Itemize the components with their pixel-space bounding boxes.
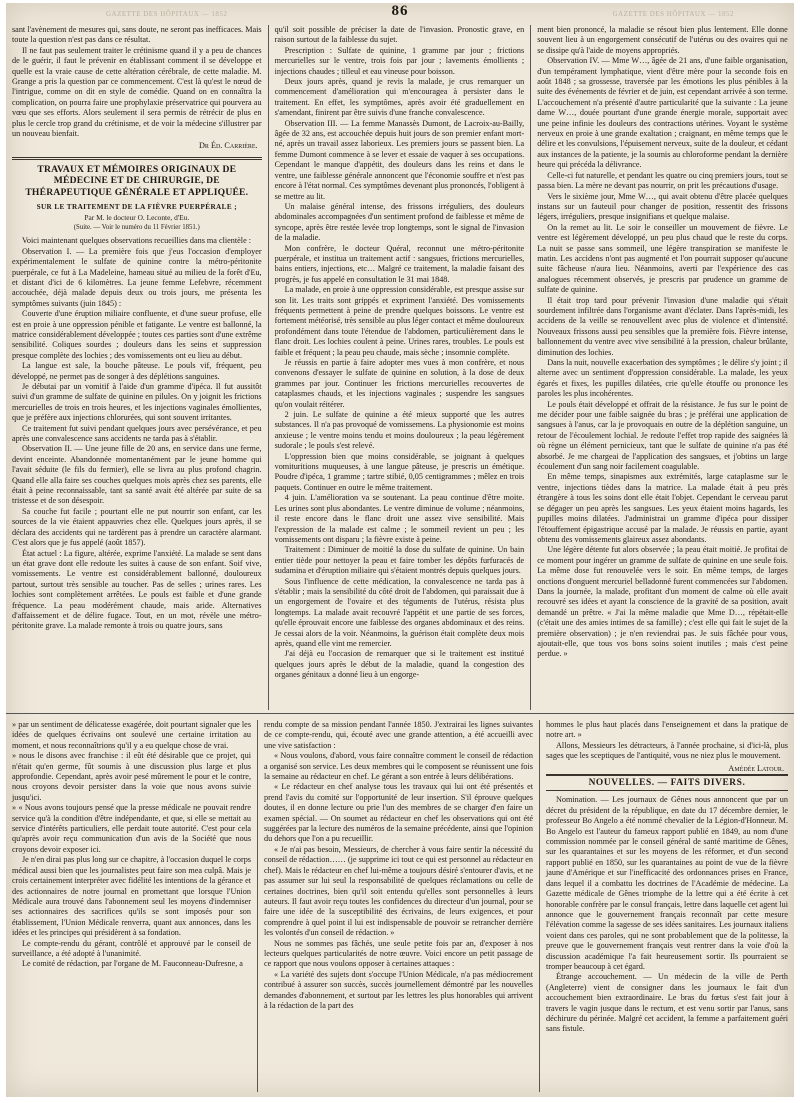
bleed-through-header-left: GAZETTE DES HÔPITAUX — 1852 — [106, 10, 228, 18]
article-title: SUR LE TRAITEMENT DE LA FIÈVRE PUERPÉRALE ; — [36, 203, 238, 212]
paragraph: Le comité de rédaction, par l'organe de M. Fauconneau-Dufresne, a — [22, 959, 243, 969]
article-continuation-note: (Suite. — Voir le numéro du 11 Février 1851.) — [73, 223, 200, 231]
paragraph: 4 juin. L'amélioration va se soutenant. La peau continue d'être moite. Les urines sont plus abondantes. Le ventre diminue de volume ; néanmoins, il reste encore dans le flanc droit une assez vive sensibilité. Mais l'expression de la malade est calme ; le sommeil revient un peu ; les vomissements ont disparu ; la fièvre existe à peine. — [274, 493, 525, 544]
paragraph: Sa couche fut facile ; pourtant elle ne put nourrir son enfant, car les sources de la vie étaient appauvries chez elle. Quelques jours après, il se déclara des accidents qui ne tardèrent pas à prendre un caractère alarmant. C'est alors que je fus appelé (août 1857). — [12, 506, 262, 548]
paragraph: « Le rédacteur en chef analyse tous les travaux qui lui ont été présentés et prend l'avis du comité sur l'opportunité de leur insertion. S'il éprouve quelques doutes, il en donne lecture ou prie l'un des membres de se charger d'en faire un examen spécial. — On soumet au rédacteur en chef les observations qui ont été suggérées par la lecture des numéros de la semaine précédente, ainsi que l'opinion du dehors que l'on a pu recueillir. — [264, 782, 533, 844]
paragraph: 2 juin. Le sulfate de quinine a été mieux supporté que les autres substances. Il n'a pas provoqué de vomissemens. La physionomie est moins anxieuse ; le ventre moins tendu et moins douloureux ; la peau légèrement sudorale ; le pouls s'est relevé. — [274, 410, 525, 451]
paragraph: Celle-ci fut naturelle, et pendant les quatre ou cinq premiers jours, tout se passa bien. La mère ne devant pas nourrir, on prit les précautions d'usage. — [537, 170, 788, 191]
paragraph: On la remet au lit. Le soir le conseiller un mouvement de fièvre. Le ventre est légèrement développé, un peu plus chaud que le reste du corps. La nuit se passe sans sommeil, une légère transpiration se manifeste le matin. Les accidens n'ont pas augmenté et l'on pourrait supposer qu'aucune suite fâcheuse n'aura lieu. Néanmoins, averti par l'expérience des cas analogues récemment observés, je prescris par prudence un gramme de sulfate de quinine. — [537, 222, 788, 295]
quoted-report — [12, 720, 251, 855]
paragraph: Dans la nuit, nouvelle exacerbation des symptômes ; le délire s'y joint ; il alterne avec un sentiment d'oppression considérable. La malade, les yeux égarés et fixes, les pupilles dilatées, crie qu'elle étouffe ou prononce les paroles les plus incohérentes. — [537, 358, 788, 399]
news-section-heading: NOUVELLES. — FAITS DIVERS. — [546, 774, 788, 791]
paragraph: Vers le sixième jour, Mme W…, qui avait obtenu d'être placée quelques instans sur un fauteuil pour changer de position, ressentit des frissons légers, irréguliers, presque insignifians et quelque malaise. — [537, 191, 788, 222]
paragraph: J'ai déjà eu l'occasion de remarquer que si le traitement est institué quelques jours après le début de la maladie, quand la congestion des organes génitaux a donné lieu à un engorge- — [274, 649, 525, 680]
paragraph: Couverte d'une éruption miliaire confluente, et d'une sueur profuse, elle est en proie à une oppression pénible et fatigante. Le ventre est ballonné, la matrice considérablement développée ; toutes ces parties sont d'une extrême sensibilité. Coliques sourdes ; douleurs dans les seins et suppression presque complète des lochies ; des vomissements ont eu lieu au début. — [12, 309, 262, 360]
top-section — [6, 25, 794, 710]
section-heading: TRAVAUX ET MÉMOIRES ORIGINAUX DE MÉDECINE ET DE CHIRURGIE, DE THÉRAPEUTIQUE GÉNÉRALE ET APPLIQUÉE. — [25, 163, 249, 198]
paragraph: qu'il soit possible de préciser la date de l'invasion. Pronostic grave, en raison surtout de la faiblesse du sujet. — [274, 25, 525, 45]
paragraph: Observation III. — La femme Manassès Dumont, de Lacroix-au-Bailly, âgée de 32 ans, est accouchée depuis huit jours de son premier enfant mort-né, après un travail assez laborieux. Les premiers jours se passent bien. La femme Dumont commence à se lever et essaie de vaquer à ses occupations. Cependant le manque d'appétit, des douleurs dans les reins et dans le ventre, une faiblesse générale annoncent que l'économie souffre et n'est pas encore à l'état normal. Ces symptômes devenant plus prononcés, l'obligent à se mettre au lit. — [274, 118, 525, 201]
column-2 — [269, 25, 532, 710]
section-divider — [6, 713, 794, 714]
author-signature: Amédée Latour. — [728, 763, 784, 773]
paragraph: Observation IV. — Mme W…, âgée de 21 ans, d'une faible organisation, d'un tempérament lymphatique, vient d'être mère pour la seconde fois en août 1848 ; sa grossesse, traversée par les émotions les plus pénibles à la suite des événements de février et de juin, est cependant arrivée à son terme. L'accouchement n'a présenté d'autre particularité que la suivante : La jeune dame W…, douée pourtant d'une grande énergie morale, supportait avec une peine infinie les douleurs des contractions utérines. Voyant le système nerveux en proie à une grande exaltation ; craignant, en même temps que le délire et les convulsions, l'épuisement nerveux, suite de la douleur, et cédant aux instances de la patiente, je la soumis au chloroforme pendant la dernière heure qui précéda la délivrance. — [537, 56, 788, 170]
column-bottom-1 — [6, 720, 258, 1092]
column-bottom-2 — [258, 720, 540, 1092]
paragraph: » par un sentiment de délicatesse exagérée, doit pourtant signaler que les idées de quelques écrivains ont soulevé une certaine irritation au moment, et nous reconnaîtrions qu'il y a eu quelque chose de vrai. — [12, 720, 251, 751]
paragraph: Allons, Messieurs les détracteurs, à l'année prochaine, si d'ici-là, plus sages que les sceptiques de l'antiquité, vous ne niez plus le mouvement. — [546, 740, 788, 761]
paragraph: Le compte-rendu du gérant, contrôlé et approuvé par le conseil de surveillance, a été adopté à l'unanimité. — [12, 938, 251, 958]
paragraph: Observation II. — Une jeune fille de 20 ans, en service dans une ferme, devint enceinte. Abandonnée momentanément par le jeune homme qui l'avait séduite (le fils du fermier), elle se livra au plus profond chagrin. Quand elle alla faire ses couches quelques mois après chez ses parents, elle était à peine reconnaissable, tant sa santé avait été altérée par suite de sa tristesse et de son désespoir. — [12, 444, 262, 506]
paragraph: Sous l'influence de cette médication, la convalescence ne tarda pas à s'établir ; mais la sensibilité du côté droit de l'abdomen, qui paraissait due à un engorgement de l'ovaire et des téguments de l'utérus, résista plus longtemps. La malade avait recouvré l'appétit et une partie de ses forces, qu'elle éprouvait encore une faiblesse des organes abdominaux et des reins. Je cessai alors de la voir. Néanmoins, la guérison était complète deux mois après, quand elle vint me remercier. — [274, 576, 525, 648]
bleed-through-header-right: GAZETTE DES HÔPITAUX — 1852 — [612, 10, 734, 18]
paragraph: Ce traitement fut suivi pendant quelques jours avec persévérance, et peu après une convalescence sans accidents ne tarda pas à s'établir. — [12, 423, 262, 444]
paragraph: « Je n'ai pas besoin, Messieurs, de chercher à vous faire sentir la nécessité du conseil de rédaction…… (je supprime ici tout ce qui est personnel au rédacteur en chef). Mais le rédacteur en chef lui-même a toujours désiré s'entourer d'avis, et ne pas assumer sur lui seul la responsabilité de quelques réclamations ou celle de certaines doctrines, bien qu'il soit entendu qu'elles sont personnelles à leurs auteurs. Il faut avoir reçu toutes les confidences du directeur d'un journal, pour se faire une idée de la susceptibilité des écrivains, de leurs exigences, et pour comprendre à quel point il lui est indispensable de pouvoir se retrancher derrière les volontés d'un conseil de rédaction. » — [264, 844, 533, 938]
paragraph: La malade, en proie à une oppression considérable, est presque assise sur son lit. Les traits sont grippés et expriment l'anxiété. Des vomissements fréquents permettent à peine de prendre quelques boissons. Le ventre est fortement météorisé, très sensible au plus léger contact et même douloureux profondément dans toute l'étendue de l'abdomen, particulièrement dans le flanc droit. Les lochies coulent à peine. Urines rares, troubles. Le pouls est faible et fréquent ; la peau peu chaude, mais sèche ; insomnie complète. — [274, 285, 525, 357]
column-1 — [6, 25, 269, 710]
paragraph: ment bien prononcé, la maladie se résout bien plus lentement. Elle donne souvent lieu à un engorgement consécutif de l'utérus ou des ovaires qui ne se dissipe qu'à l'aide de moyens appropriés. — [537, 25, 788, 55]
paragraph: Je débutai par un vomitif à l'aide d'un gramme d'ipéca. Il fut aussitôt suivi d'un gramme de sulfate de quinine en pilules. On y joignit les frictions mercurielles de trois en trois heures, et les injections vaginales émollientes, que je préfère aux injections chlorurées, qui sont souvent irritantes. — [12, 382, 262, 423]
paragraph: État actuel : La figure, altérée, exprime l'anxiété. La malade se sent dans un état grave dont elle redoute les suites à cause de son enfant. Soif vive, vomissements. Le ventre est considérablement ballonné, douloureux partout, surtout très sensible au toucher. Pas de selles ; urines rares. Les lochies sont complètement arrêtées. Le pouls est faible et d'une grande fréquence. La peau modérément chaude, mais aride. Alternatives d'affaissement et de délire fugace. Tout, en un mot, révèle une métro-péritonite grave. La malade remonte à trois ou quatre jours, sans — [12, 548, 262, 631]
page-header — [6, 3, 794, 25]
paragraph: Il était trop tard pour prévenir l'invasion d'une maladie qui s'était sourdement infiltrée dans l'organisme avant d'éclater. Dans l'après-midi, les accidens de la veille se renouvellent avec plus de violence et d'intensité. Nouveaux frissons aussi peu sensibles que la première fois. Fièvre intense, ballonnement du ventre avec vive sensibilité à la pression, chaleur brûlante, diminution des lochies. — [537, 295, 788, 357]
news-item: Nomination. — Les journaux de Gênes nous annoncent que par un décret du président de la république, en date du 17 décembre dernier, le professeur Bo Angelo a été nommé chevalier de la Légion-d'Honneur. M. Bo Angelo est l'auteur du fameux rapport publié en 1849, au nom d'une commission nommée par le conseil général de santé maritime de Gênes, sur les quarantaines et sur les moyens de les réformer, et d'un second rapport publié en 1850, sur les quarantaines au point de vue de la fièvre jaune d'Amérique et sur l'inefficacité des ordonnances prises en France, dans lequel il a combattu les doctrines de l'Académie de médecine. La Gazette médicale de Gênes triomphe de la lettre qui a été écrite à cet honorable confrère par le consul français, lettre dans laquelle cet agent lui annonce que le gouvernement français reconnaît par cette mesure l'élévation comme la sagesse de ses idées sanitaires. Les journaux italiens voient dans ces paroles, qui ne sont probablement que de la politesse, la preuve que le gouvernement français veut rentrer dans la voie d'où la discussion académique l'a fait heureusement sortir. Ils pourraient se tromper beaucoup à cet égard. — [546, 795, 788, 971]
paragraph: « La variété des sujets dont s'occupe l'Union Médicale, n'a pas médiocrement contribué à assurer son succès, succès journellement démontré par les nouvelles demandes d'abonnement, et surtout par les lettres les plus honorables qui arrivent à la rédaction de la part des — [264, 969, 533, 1010]
paragraph: En même temps, sinapismes aux extrémités, large cataplasme sur le ventre, injections tièdes dans la matrice. La malade était à peu près étrangère à tous les soins dont elle était l'objet. Cependant le cerveau parut se dégager un peu après les sangsues. Les yeux étaient moins hagards, les pupilles moins dilatées. J'administrai un gramme d'ipéca pour dissiper l'étouffement épigastrique accusé par la malade. Je réussis en partie, ayant obtenu des vomissements glaireux assez abondants. — [537, 472, 788, 544]
paragraph: Prescription : Sulfate de quinine, 1 gramme par jour ; frictions mercurielles sur le ventre, trois fois par jour ; lavements émollients ; injections chaudes ; tilleul et eau vineuse pour boisson. — [274, 45, 525, 76]
paragraph: Un malaise général intense, des frissons irréguliers, des douleurs abdominales accompagnées d'un sentiment profond de faiblesse et même de syncope, après être restée levée trop longtemps, sont le signal de l'invasion de la maladie. — [274, 201, 525, 243]
article-author: Par M. le docteur O. Leconte, d'Eu. — [84, 212, 190, 222]
paragraph: Le pouls était développé et offrait de la résistance. Je fus sur le point de me décider pour une faible saignée du bras ; je préférai une application de sangsues à l'anus, car la je provoquais en outre de la déplétion sanguine, un retour de l'écoulement lochial. Je redoute l'effet trop rapide des saignées là où règne un élément pernicieux, tant que le sulfate de quinine n'a pas été absorbé. Je me chargeai de l'application des sangsues, et j'obtins un large écoulement d'un sang noir facilement coagulable. — [537, 399, 788, 472]
paragraph: sant l'avènement de mesures qui, sans doute, ne seront pas inefficaces. Mais toute la question n'est pas dans ce résultat. — [12, 25, 262, 45]
paragraph: Deux jours après, quand je revis la malade, je crus remarquer un commencement d'amélioration qui m'encouragea à persister dans le traitement. En effet, les symptômes, après avoir été graduellement en s'amendant, finirent par être suivis d'une franche convalescence. — [274, 77, 525, 118]
newspaper-page — [6, 3, 794, 1097]
paragraph: Mon confrère, le docteur Quéral, reconnut une métro-péritonite puerpérale, et institua un traitement actif : sangsues, frictions mercurielles, bains entiers, injections, etc… Malgré ce traitement, la maladie faisant des progrès, je fus appelé en consultation le 31 mai 1848. — [274, 243, 525, 284]
paragraph: La langue est sale, la bouche pâteuse. Le pouls vif, fréquent, peu développé, ne permet pas de songer à des déplétions sanguines. — [12, 361, 262, 381]
paragraph: » « Nous avons toujours pensé que la presse médicale ne pouvait rendre service qu'à la condition d'être indépendante, et que, si elle se mettait au service d'intérêts particuliers, elle perdait toute autorité. C'est pour cela qu'après avoir reçu communication d'un avis de la Société que nous croyons devoir exposer ici. — [12, 803, 251, 855]
column-3 — [531, 25, 794, 710]
paragraph: Une légère détente fut alors observée ; la peau était moitié. Je profitai de ce moment pour ingérer un gramme de sulfate de quinine en une seule fois. La même dose fut renouvelée vers le soir. En même temps, de larges onctions d'onguent mercuriel belladonné furent commencées sur l'abdomen. Dans la journée, la malade, profitant d'un moment de calme où elle avait recouvré ses idées et ayant la conscience de la gravité de sa position, avait demandé un prêtre. « J'ai la même maladie que Mme D…, répétait-elle (c'était une des amies intimes de sa famille) ; c'est elle qui fait le sujet de la première observation) ; je n'en reviendrai pas. Je suis fâchée pour vous, ajoutait-elle, que tous vos bons soins soient inutiles ; mais c'est peine perdue. » — [537, 545, 788, 659]
paragraph: Observation I. — La première fois que j'eus l'occasion d'employer expérimentalement le sulfate de quinine contre la métro-péritonite puerpérale, ce fut à La Madeleine, hameau situé au milieu de la forêt d'Eu, et distant d'ici de 6 kilomètres. La jeune femme Lefebvre, récemment accouchée, déjà malade depuis deux ou trois jours, me présenta les symptômes suivants (juin 1845) : — [12, 246, 262, 308]
paragraph: Nous ne sommes pas fâchés, une seule petite fois par an, d'exposer à nos lecteurs quelques particularités de notre œuvre. Voici encore un petit passage de ce rapport que nous voulons opposer à certaines attaques : — [264, 938, 533, 969]
divider — [12, 157, 262, 160]
page-number: 86 — [391, 3, 409, 19]
author-signature: Dr Éd. Carrière. — [199, 141, 258, 151]
paragraph: » nous le disons avec franchise : il eût été désirable que ce projet, qui n'était qu'en germe, fût soumis à une discussion plus large et plus approfondie. Cependant, après avoir pesé mûrement le pour et le contre, nous croyons devoir persister dans la voie que nous avons suivie jusqu'ici. — [12, 751, 251, 803]
paragraph: Traitement : Diminuer de moitié la dose du sulfate de quinine. Un bain entier tiède pour nettoyer la peau et faire tomber les dépôts furfuracés de sudamina et d'éruption miliaire qui s'étaient montrés depuis quelques jours. — [274, 545, 525, 576]
bottom-section — [6, 720, 794, 1092]
paragraph: Voici maintenant quelques observations recueillies dans ma clientèle : — [22, 236, 252, 246]
column-bottom-3 — [540, 720, 794, 1092]
paragraph: L'oppression bien que moins considérable, se joignant à quelques vomituritions muqueuses, à une langue pâteuse, je prescris un émétique. Poudre d'ipéca, 1 gramme ; tartre stibié, 0,05 centigrammes ; mêlez en trois paquets. Continuer en outre le même traitement. — [274, 451, 525, 492]
paragraph: rendu compte de sa mission pendant l'année 1850. J'extrairai les lignes suivantes de ce compte-rendu, qui, écouté avec une grande attention, a été accueilli avec une vive satisfaction : — [264, 720, 533, 750]
paragraph: hommes le plus haut placés dans l'enseignement et dans la pratique de notre art. » — [546, 720, 788, 740]
paragraph: « Nous voulons, d'abord, vous faire connaître comment le conseil de rédaction a organisé son service. Les deux membres qui le composent se réunissent une fois la semaine au rédacteur en chef. Le gérant a son entrée à leurs délibérations. — [264, 751, 533, 782]
paragraph: Je n'en dirai pas plus long sur ce chapitre, à l'occasion duquel le corps médical aussi bien que les journalistes peut faire son mea culpâ. Mais je crois certainement interpréter avec fidélité les intentions de la gérance et des actionnaires de notre journal en promettant que lorsque l'Union Médicale aura trouvé dans l'abonnement seul les moyens d'indemniser ses actionnaires des sacrifices qu'ils se sont imposés pour son établissement, l'Union Médicale renverra, quant aux annonces, dans les idées et les principes qui présidèrent à sa fondation. — [12, 855, 251, 938]
paragraph: Il ne faut pas seulement traiter le crétinisme quand il y a peu de chances de le guérir, il faut le prévenir en établissant comment il se développe et quelle est la vraie cause de cette altération cérébrale, de cette maladie. M. Grange a pris la question par ce commencement. C'est là qu'est le nœud de l'intrigue, comme on dit en style de comédie. Quand on en connaîtra la complication, on pourra faire une prophylaxie préservatrice qui pourvera au vœu que ses efforts. Alors seulement il sera permis de rétrécir de plus en plus le cercle trop grand du crétinisme, et de voir la médecine s'illustrer par un nouveau bienfait. — [12, 45, 262, 139]
news-item: Étrange accouchement. — Un médecin de la ville de Perth (Angleterre) vient de consigner dans les journaux le fait d'un accouchement bien extraordinaire. Le bras du fœtus s'est fait jour à travers le vagin jusque dans le rectum, et est venu sortir par l'anus, sans déchirure du périnée. Malgré cet accident, la femme a parfaitement guéri sans fistule. — [546, 972, 788, 1034]
paragraph: Je réussis en partie à faire adopter mes vues à mon confrère, et nous convenons d'essayer le sulfate de quinine en solution, à la dose de deux grammes par jour. Continuer les frictions mercurielles recouvertes de cataplasmes chauds, et les injections vaginales ; suspendre les sangsues qu'on voulait réitérer. — [274, 358, 525, 409]
